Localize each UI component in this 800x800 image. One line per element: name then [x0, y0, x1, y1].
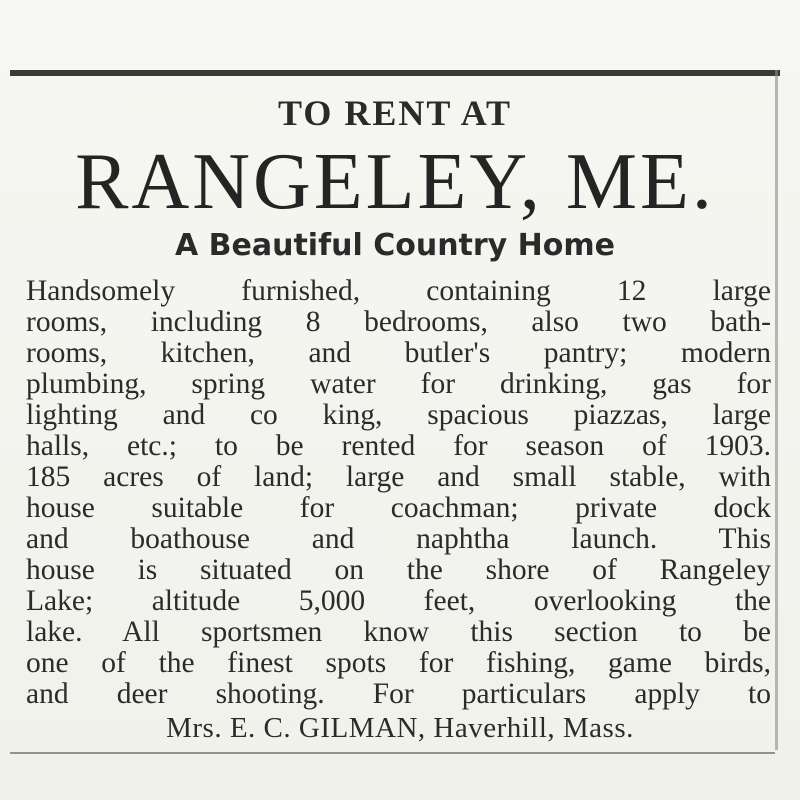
body-line: house suitable for coachman; private dock [26, 492, 771, 524]
body-line: Lake; altitude 5,000 feet, overlooking the [26, 585, 771, 617]
body-line: one of the finest spots for fishing, game birds, [26, 647, 771, 679]
body-line: and boathouse and naphtha launch. This [26, 523, 771, 555]
body-line: Handsomely furnished, containing 12 large [26, 275, 771, 307]
body-line: lighting and co king, spacious piazzas, large [26, 399, 771, 431]
body-line: lake. All sportsmen know this section to be [26, 616, 771, 648]
bottom-rule [10, 752, 775, 754]
contact-signature: Mrs. E. C. GILMAN, Haverhill, Mass. [166, 712, 634, 744]
ad-body-text [26, 276, 771, 710]
subheading-country-home: A Beautiful Country Home [174, 228, 616, 263]
top-rule [10, 70, 780, 76]
body-line: house is situated on the shore of Rangeley [26, 554, 771, 586]
body-line: halls, etc.; to be rented for season of 1903. [26, 430, 771, 462]
body-line: rooms, kitchen, and butler's pantry; modern [26, 337, 771, 369]
body-line: rooms, including 8 bedrooms, also two bath- [26, 306, 771, 338]
body-line: plumbing, spring water for drinking, gas for [26, 368, 771, 400]
heading-to-rent-at: TO RENT AT [277, 93, 513, 133]
body-line: 185 acres of land; large and small stable, with [26, 461, 771, 493]
body-line: and deer shooting. For particulars apply to [26, 678, 771, 710]
heading-rangeley-me: RANGELEY, ME. [75, 138, 715, 226]
